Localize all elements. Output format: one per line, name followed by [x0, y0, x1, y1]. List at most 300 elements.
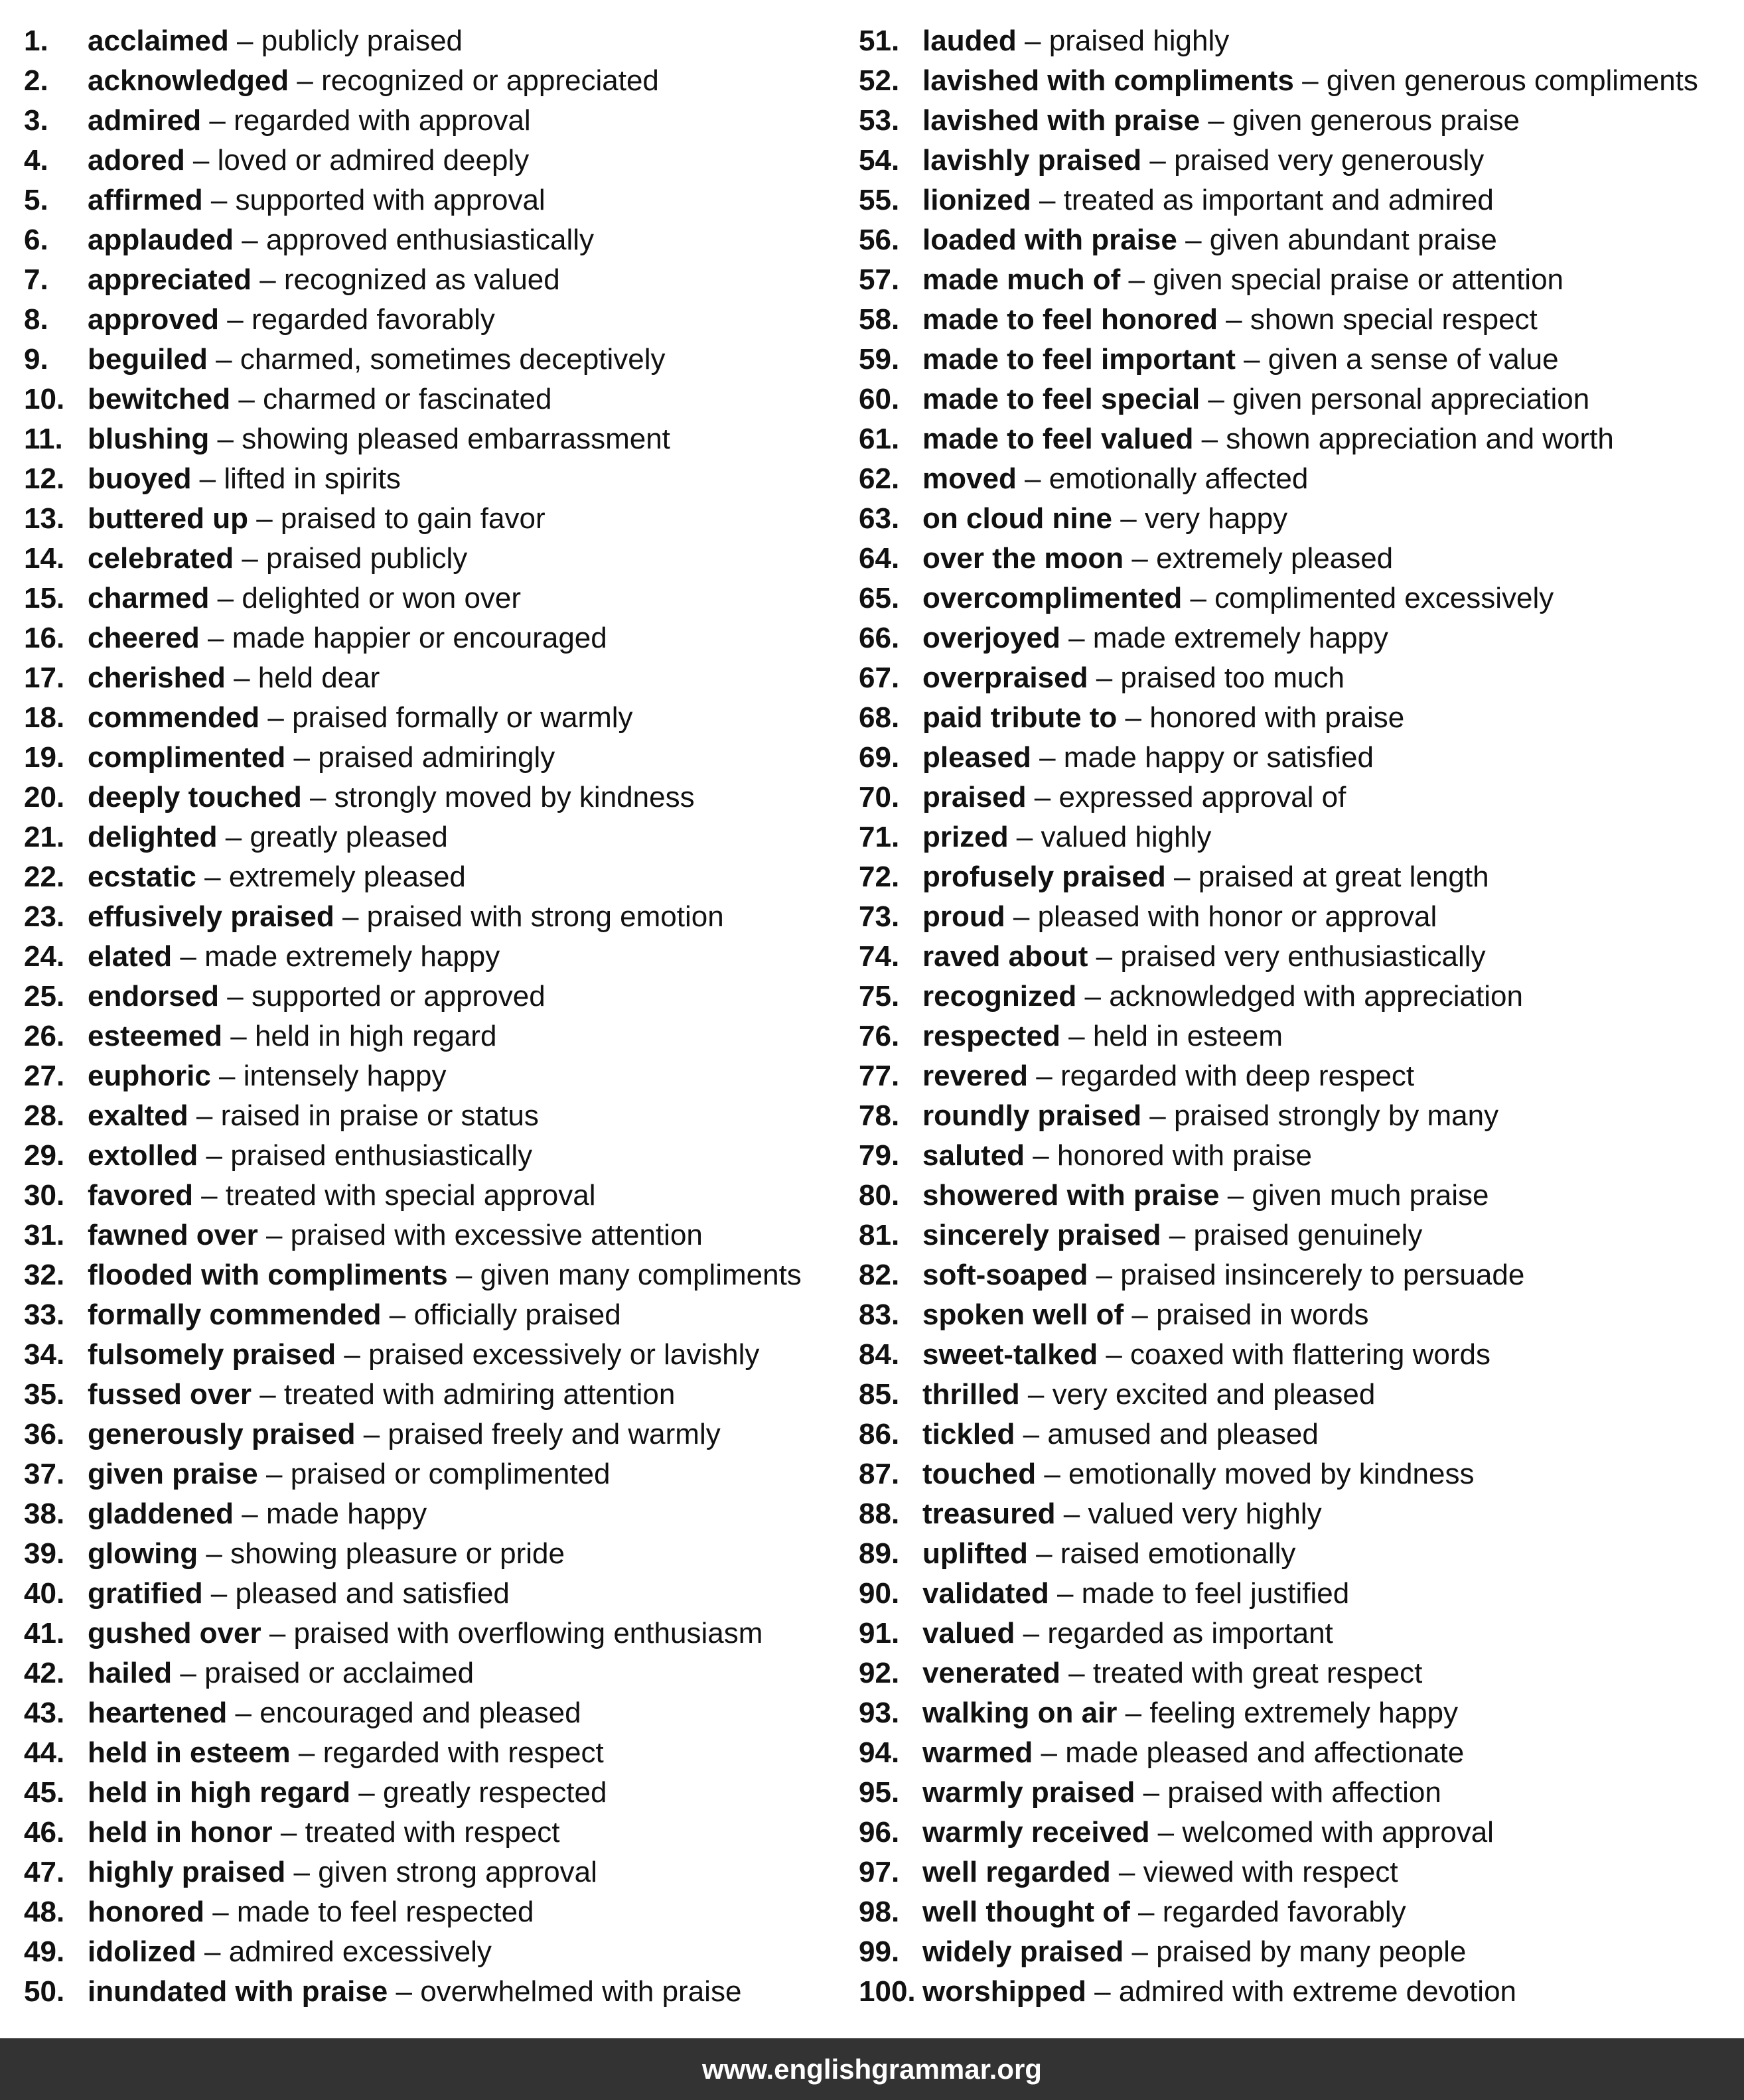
item-term: well thought of: [922, 1896, 1130, 1928]
item-number: 87.: [859, 1458, 900, 1490]
item-term: exalted: [88, 1099, 188, 1132]
item-definition: emotionally affected: [1049, 462, 1309, 495]
list-item: [859, 1932, 1735, 1972]
item-term: held in esteem: [88, 1736, 291, 1769]
list-item: [859, 1813, 1735, 1853]
item-definition: regarded as important: [1047, 1617, 1333, 1649]
item-number: 84.: [859, 1338, 900, 1371]
item-term: venerated: [922, 1657, 1060, 1689]
item-definition: given generous compliments: [1326, 64, 1698, 97]
item-separator: –: [1025, 1139, 1057, 1172]
item-text: [88, 1733, 604, 1773]
item-definition: made happy: [265, 1498, 427, 1530]
item-text: [922, 1494, 1322, 1534]
item-text: [88, 61, 659, 101]
item-separator: –: [1036, 1458, 1069, 1490]
item-text: [922, 499, 1287, 539]
item-text: [88, 1016, 496, 1056]
item-term: tickled: [922, 1418, 1015, 1450]
item-text: [88, 738, 555, 778]
item-text: [922, 1892, 1406, 1932]
list-item: [24, 977, 840, 1016]
item-text: [922, 1454, 1474, 1494]
item-definition: coaxed with flattering words: [1130, 1338, 1490, 1371]
item-definition: praised insincerely to persuade: [1120, 1259, 1525, 1291]
item-number: 31.: [24, 1219, 65, 1251]
list-item: [24, 1056, 840, 1096]
list-item: [859, 857, 1735, 897]
list-item: [859, 1216, 1735, 1255]
item-text: [88, 1932, 492, 1972]
item-separator: –: [1005, 900, 1038, 933]
item-separator: –: [1027, 1537, 1060, 1570]
item-separator: –: [285, 1856, 319, 1888]
item-number: 73.: [859, 900, 900, 933]
item-term: praised: [922, 781, 1027, 813]
item-term: acclaimed: [88, 25, 229, 57]
item-separator: –: [1088, 662, 1121, 694]
item-separator: –: [1098, 1338, 1131, 1371]
item-text: [922, 1415, 1319, 1454]
item-term: glowing: [88, 1537, 198, 1570]
item-number: 15.: [24, 582, 65, 614]
item-number: 75.: [859, 980, 900, 1013]
item-separator: –: [1015, 1617, 1048, 1649]
item-separator: –: [336, 1338, 369, 1371]
item-definition: admired with extreme devotion: [1118, 1975, 1517, 2008]
list-item: [859, 778, 1735, 817]
item-term: buttered up: [88, 502, 248, 535]
item-separator: –: [1008, 821, 1041, 853]
item-separator: –: [1165, 861, 1199, 893]
item-text: [922, 1972, 1516, 2012]
item-term: treasured: [922, 1498, 1056, 1530]
item-text: [88, 1255, 802, 1295]
item-separator: –: [1028, 1060, 1060, 1092]
item-definition: praised excessively or lavishly: [368, 1338, 760, 1371]
list-item: [24, 459, 840, 499]
item-definition: praised admiringly: [318, 741, 555, 774]
list-item: [24, 499, 840, 539]
item-definition: praised very generously: [1174, 144, 1485, 176]
item-term: highly praised: [88, 1856, 286, 1888]
item-number: 10.: [24, 383, 65, 415]
item-number: 23.: [24, 900, 65, 933]
item-number: 38.: [24, 1498, 65, 1530]
item-number: 35.: [24, 1378, 65, 1411]
item-term: moved: [922, 462, 1017, 495]
item-separator: –: [285, 741, 319, 774]
item-number: 62.: [859, 462, 900, 495]
list-item: [859, 1972, 1735, 2012]
item-text: [88, 1415, 721, 1454]
item-definition: pleased with honor or approval: [1037, 900, 1437, 933]
item-definition: praised with strong emotion: [366, 900, 724, 933]
item-term: uplifted: [922, 1537, 1028, 1570]
list-item: [859, 1454, 1735, 1494]
item-term: hailed: [88, 1657, 173, 1689]
item-text: [88, 1813, 560, 1853]
item-separator: –: [1019, 1378, 1053, 1411]
item-term: applauded: [88, 224, 234, 256]
item-text: [88, 579, 521, 618]
item-term: idolized: [88, 1935, 196, 1968]
item-text: [88, 897, 724, 937]
list-item: [24, 340, 840, 380]
item-term: fawned over: [88, 1219, 258, 1251]
item-number: 54.: [859, 144, 900, 176]
item-separator: –: [219, 980, 252, 1013]
item-term: given praise: [88, 1458, 258, 1490]
item-separator: –: [290, 1736, 323, 1769]
item-text: [88, 1972, 741, 2012]
item-definition: showing pleased embarrassment: [242, 423, 670, 455]
item-term: acknowledged: [88, 64, 289, 97]
list-item: [24, 618, 840, 658]
item-separator: –: [1076, 980, 1110, 1013]
item-term: complimented: [88, 741, 286, 774]
item-separator: –: [1086, 1975, 1119, 2008]
item-number: 65.: [859, 582, 900, 614]
item-separator: –: [1031, 741, 1064, 774]
item-number: 21.: [24, 821, 65, 853]
item-term: held in high regard: [88, 1776, 351, 1809]
item-text: [88, 857, 466, 897]
item-separator: –: [1293, 64, 1327, 97]
item-definition: charmed, sometimes deceptively: [240, 343, 666, 376]
item-definition: admired excessively: [228, 1935, 492, 1968]
item-term: deeply touched: [88, 781, 302, 813]
list-item: [859, 1295, 1735, 1335]
item-separator: –: [222, 1020, 255, 1052]
list-item: [24, 738, 840, 778]
item-term: lauded: [922, 25, 1017, 57]
item-term: cherished: [88, 662, 226, 694]
list-item: [24, 1733, 840, 1773]
item-number: 70.: [859, 781, 900, 813]
list-item: [24, 1136, 840, 1176]
item-term: beguiled: [88, 343, 208, 376]
item-separator: –: [192, 1179, 226, 1212]
list-item: [859, 220, 1735, 260]
list-item: [24, 419, 840, 459]
item-text: [922, 778, 1346, 817]
item-definition: praised with affection: [1167, 1776, 1441, 1809]
item-number: 36.: [24, 1418, 65, 1450]
item-number: 99.: [859, 1935, 900, 1968]
item-definition: praised strongly by many: [1174, 1099, 1499, 1132]
item-text: [922, 1056, 1414, 1096]
item-text: [922, 260, 1563, 300]
list-item: [859, 459, 1735, 499]
item-number: 19.: [24, 741, 65, 774]
item-term: overpraised: [922, 662, 1088, 694]
item-term: profusely praised: [922, 861, 1166, 893]
item-definition: made happier or encouraged: [232, 622, 607, 654]
list-item: [859, 539, 1735, 579]
item-text: [88, 1335, 759, 1375]
item-separator: –: [1120, 263, 1153, 296]
item-text: [922, 300, 1538, 340]
item-number: 94.: [859, 1736, 900, 1769]
list-item: [859, 101, 1735, 141]
item-separator: –: [261, 1617, 294, 1649]
list-item: [859, 1375, 1735, 1415]
item-number: 88.: [859, 1498, 900, 1530]
item-definition: treated with respect: [305, 1816, 560, 1849]
list-item: [24, 21, 840, 61]
item-separator: –: [334, 900, 367, 933]
item-text: [88, 499, 545, 539]
list-item: [859, 1494, 1735, 1534]
item-number: 51.: [859, 25, 900, 57]
item-separator: –: [210, 1060, 244, 1092]
item-text: [922, 1853, 1398, 1892]
item-definition: honored with praise: [1149, 701, 1405, 734]
list-item: [859, 1016, 1735, 1056]
item-separator: –: [207, 343, 240, 376]
item-text: [922, 579, 1554, 618]
list-item: [24, 1096, 840, 1136]
item-definition: given strong approval: [318, 1856, 597, 1888]
list-item: [24, 1574, 840, 1614]
list-item: [24, 1813, 840, 1853]
item-term: extolled: [88, 1139, 198, 1172]
list-item: [24, 1216, 840, 1255]
item-term: warmly received: [922, 1816, 1150, 1849]
item-term: fulsomely praised: [88, 1338, 336, 1371]
list-item: [859, 1176, 1735, 1216]
item-number: 24.: [24, 940, 65, 973]
item-term: generously praised: [88, 1418, 356, 1450]
item-term: showered with praise: [922, 1179, 1220, 1212]
item-text: [922, 897, 1437, 937]
item-number: 44.: [24, 1736, 65, 1769]
item-number: 66.: [859, 622, 900, 654]
item-definition: praised highly: [1049, 25, 1230, 57]
list-item: [859, 1534, 1735, 1574]
item-separator: –: [204, 1896, 237, 1928]
item-separator: –: [1200, 383, 1233, 415]
item-text: [88, 1056, 446, 1096]
item-separator: –: [1033, 1736, 1066, 1769]
item-definition: publicly praised: [261, 25, 463, 57]
item-separator: –: [381, 1298, 414, 1331]
list-item: [859, 977, 1735, 1016]
item-definition: feeling extremely happy: [1149, 1697, 1459, 1729]
item-text: [922, 340, 1559, 380]
item-definition: given generous praise: [1232, 104, 1520, 137]
item-number: 100.: [859, 1975, 916, 2008]
item-definition: amused and pleased: [1047, 1418, 1319, 1450]
item-term: lavished with compliments: [922, 64, 1294, 97]
item-text: [88, 459, 401, 499]
item-text: [88, 141, 529, 180]
item-term: warmly praised: [922, 1776, 1135, 1809]
item-definition: given many compliments: [480, 1259, 802, 1291]
item-definition: given personal appreciation: [1232, 383, 1590, 415]
item-text: [922, 1614, 1333, 1653]
item-number: 71.: [859, 821, 900, 853]
item-term: proud: [922, 900, 1005, 933]
item-text: [88, 1096, 539, 1136]
item-definition: emotionally moved by kindness: [1068, 1458, 1475, 1490]
item-separator: –: [1235, 343, 1268, 376]
item-definition: praised by many people: [1156, 1935, 1467, 1968]
item-definition: given a sense of value: [1268, 343, 1559, 376]
item-number: 8.: [24, 303, 48, 336]
item-definition: held dear: [257, 662, 380, 694]
item-separator: –: [172, 1657, 205, 1689]
item-separator: –: [172, 940, 205, 973]
item-definition: made to feel justified: [1081, 1577, 1350, 1610]
item-number: 49.: [24, 1935, 65, 1968]
item-number: 77.: [859, 1060, 900, 1092]
item-term: made to feel valued: [922, 423, 1194, 455]
item-separator: –: [1135, 1776, 1168, 1809]
item-separator: –: [1060, 622, 1093, 654]
item-definition: treated with special approval: [225, 1179, 596, 1212]
item-separator: –: [209, 582, 242, 614]
list-item: [24, 1016, 840, 1056]
item-separator: –: [1161, 1219, 1194, 1251]
item-number: 64.: [859, 542, 900, 575]
list-item: [859, 579, 1735, 618]
item-definition: made to feel respected: [236, 1896, 534, 1928]
item-number: 27.: [24, 1060, 65, 1092]
list-item: [859, 1415, 1735, 1454]
item-text: [922, 21, 1229, 61]
item-term: made to feel important: [922, 343, 1236, 376]
item-number: 1.: [24, 25, 48, 57]
item-definition: regarded with deep respect: [1060, 1060, 1415, 1092]
item-definition: praised too much: [1120, 662, 1344, 694]
item-definition: officially praised: [413, 1298, 621, 1331]
item-term: fussed over: [88, 1378, 252, 1411]
item-definition: very happy: [1144, 502, 1288, 535]
item-text: [922, 220, 1497, 260]
item-text: [88, 101, 531, 141]
item-separator: –: [217, 821, 250, 853]
item-separator: –: [188, 1099, 221, 1132]
item-separator: –: [1141, 144, 1175, 176]
item-term: gladdened: [88, 1498, 234, 1530]
list-item: [24, 817, 840, 857]
item-term: well regarded: [922, 1856, 1111, 1888]
item-term: affirmed: [88, 184, 203, 216]
item-text: [922, 141, 1484, 180]
item-term: raved about: [922, 940, 1088, 973]
item-separator: –: [1193, 423, 1226, 455]
list-item: [24, 1892, 840, 1932]
item-text: [88, 977, 545, 1016]
item-number: 46.: [24, 1816, 65, 1849]
item-term: lavished with praise: [922, 104, 1200, 137]
item-text: [922, 1574, 1349, 1614]
item-number: 74.: [859, 940, 900, 973]
list-item: [859, 1892, 1735, 1932]
item-definition: expressed approval of: [1058, 781, 1346, 813]
item-number: 12.: [24, 462, 65, 495]
item-separator: –: [1117, 1697, 1150, 1729]
item-term: charmed: [88, 582, 210, 614]
item-term: bewitched: [88, 383, 231, 415]
item-definition: intensely happy: [243, 1060, 447, 1092]
item-separator: –: [1055, 1498, 1088, 1530]
item-separator: –: [350, 1776, 383, 1809]
item-term: pleased: [922, 741, 1031, 774]
item-separator: –: [1088, 940, 1121, 973]
list-item: [859, 61, 1735, 101]
item-number: 57.: [859, 263, 900, 296]
item-number: 4.: [24, 144, 48, 176]
item-term: sweet-talked: [922, 1338, 1098, 1371]
item-definition: made pleased and affectionate: [1065, 1736, 1465, 1769]
item-separator: –: [1049, 1577, 1082, 1610]
item-number: 39.: [24, 1537, 65, 1570]
item-text: [88, 1176, 596, 1216]
item-definition: regarded with respect: [323, 1736, 604, 1769]
item-definition: pleased and satisfied: [235, 1577, 510, 1610]
item-separator: –: [251, 263, 284, 296]
item-number: 30.: [24, 1179, 65, 1212]
item-text: [88, 380, 551, 419]
item-term: blushing: [88, 423, 210, 455]
item-number: 80.: [859, 1179, 900, 1212]
item-definition: lifted in spirits: [224, 462, 401, 495]
item-separator: –: [1110, 1856, 1143, 1888]
item-definition: welcomed with approval: [1182, 1816, 1494, 1849]
list-item: [24, 1335, 840, 1375]
item-separator: –: [1026, 781, 1059, 813]
item-text: [88, 1454, 611, 1494]
item-definition: praised freely and warmly: [388, 1418, 721, 1450]
item-separator: –: [1124, 542, 1157, 575]
item-number: 98.: [859, 1896, 900, 1928]
item-separator: –: [234, 1498, 266, 1530]
item-term: sincerely praised: [922, 1219, 1161, 1251]
item-separator: –: [196, 861, 229, 893]
item-text: [88, 1693, 581, 1733]
item-term: admired: [88, 104, 202, 137]
list-item: [24, 1773, 840, 1813]
item-term: flooded with compliments: [88, 1259, 448, 1291]
list-item: [859, 1056, 1735, 1096]
item-definition: treated with great respect: [1092, 1657, 1423, 1689]
item-definition: raised in praise or status: [220, 1099, 539, 1132]
item-text: [88, 1375, 675, 1415]
item-number: 45.: [24, 1776, 65, 1809]
list-item: [24, 1853, 840, 1892]
item-number: 72.: [859, 861, 900, 893]
item-separator: –: [1031, 184, 1064, 216]
item-definition: greatly respected: [382, 1776, 607, 1809]
list-item: [859, 419, 1735, 459]
item-text: [88, 1295, 621, 1335]
item-text: [922, 61, 1698, 101]
item-number: 34.: [24, 1338, 65, 1371]
item-separator: –: [1016, 25, 1049, 57]
item-text: [88, 778, 695, 817]
item-separator: –: [228, 25, 261, 57]
item-definition: shown special respect: [1250, 303, 1538, 336]
list-item: [859, 1733, 1735, 1773]
item-separator: –: [1124, 1935, 1157, 1968]
item-text: [88, 180, 545, 220]
item-separator: –: [201, 104, 234, 137]
item-term: honored: [88, 1896, 204, 1928]
item-separator: –: [248, 502, 281, 535]
